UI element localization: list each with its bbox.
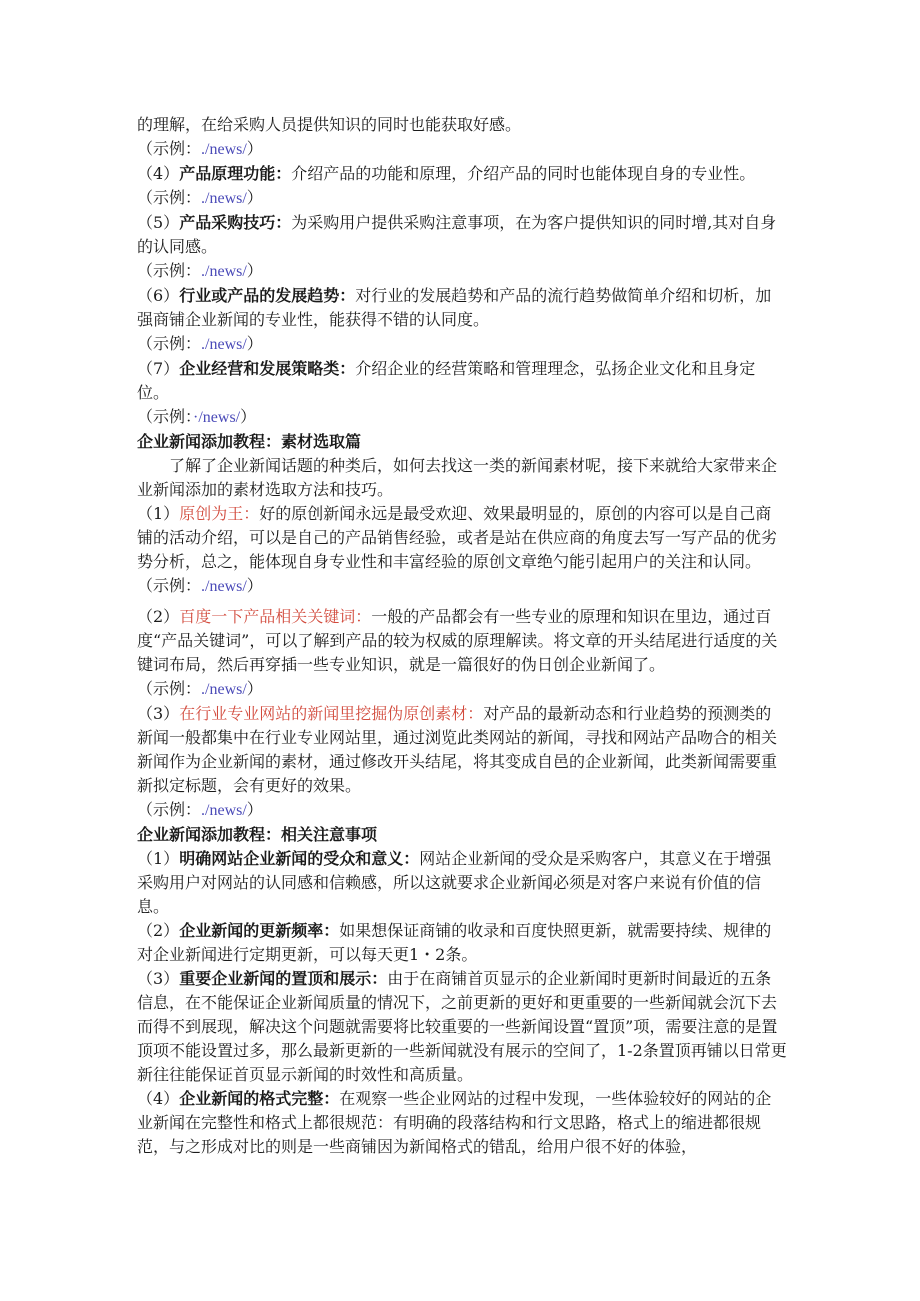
material-item-3: （3）在行业专业网站的新闻里挖掘伪原创素材：对产品的最新动态和行业趋势的预测类的新闻一般都集中在行业专业网站里，通过浏览此类网站的新闻，寻找和网站产品吻合的相关新闻作为企业新闻的素材，通过修改开头结尾，将其变成自邑的企业新闻，此类新闻需要重新拟定标题，会有更好的效果。 [137,704,778,795]
note-item-2: （2）企业新闻的更新频率：如果想保证商铺的收录和百度快照更新，就需要持续、规律的对企业新闻进行定期更新，可以每天更1・2条。 [137,921,772,964]
note-item-1: （1）明确网站企业新闻的受众和意义：网站企业新闻的受众是采购客户，其意义在于增强采购用户对网站的认同感和信赖感，所以这就要求企业新闻必须是对客户来说有价值的信息。 [137,849,772,916]
note-title: 明确网站企业新闻的受众和意义： [179,849,420,868]
note-item-3: （3）重要企业新闻的置顶和展示：由于在商铺首页显示的企业新闻时更新时间最近的五条信息，在不能保证企业新闻质量的情况下，之前更新的更好和更重要的一些新闻就会沉下去而得不到展现，解决这个问题就需要将比较重要的一些新闻设置“置顶”项，需要注意的是置顶项不能设置过多，那么最新更新的一些新闻就没有展示的空间了，1-2条置顶再铺以日常更新往往能保证首页显示新闻的时效性和高质量。 [137,969,787,1084]
note-title: 重要企业新闻的置顶和展示： [179,969,388,988]
note-title: 企业新闻的格式完整： [179,1089,340,1108]
topic-item-7: （7）企业经营和发展策略类：介绍企业的经营策略和管理理念，弘扬企业文化和且身定位。 [137,359,756,402]
example-line: （示例：./news/） [137,576,263,595]
example-line: （示例：./news/） [137,188,263,207]
example-line: （示例：·/news/） [137,407,257,426]
news-link[interactable]: ./news/ [201,263,247,280]
section-heading-material: 企业新闻添加教程：素材选取篇 [137,432,362,451]
material-title: 原创为王： [179,504,260,523]
example-line: （示例：./news/） [137,800,263,819]
news-link[interactable]: ./news/ [201,336,247,353]
material-item-1: （1）原创为王：好的原创新闻永远是最受欢迎、效果最明显的，原创的内容可以是自己商铺的活动介绍，可以是自己的产品销售经验，或者是站在供应商的角度去写一写产品的优劣势分析，总之，能体现自身专业性和丰富经验的原创文章绝勺能引起用户的关注和认同。 [137,504,778,571]
topic-title: 产品原理功能： [179,164,292,183]
example-line: （示例：./news/） [137,679,263,698]
example-line: （示例：./news/） [137,334,263,353]
news-link[interactable]: ./news/ [201,141,247,158]
news-link[interactable]: ./news/ [201,190,247,207]
news-link[interactable]: ·/news/ [193,409,241,426]
note-item-4: （4）企业新闻的格式完整：在观察一些企业网站的过程中发现，一些体验较好的网站的企业新闻在完整性和格式上都很规范：有明确的段落结构和行文思路，格式上的缩进都很规范，与之形成对比的则是一些商铺因为新闻格式的错乱，给用户很不好的体验， [137,1089,772,1156]
section-heading-notes: 企业新闻添加教程：相关注意事项 [137,825,378,844]
news-link[interactable]: ./news/ [201,802,247,819]
topic-title: 行业或产品的发展趋势： [179,286,356,305]
topic-item-5: （5）产品采购技巧：为采购用户提供采购注意事项，在为客户提供知识的同时增,其对自身的认同感。 [137,213,777,256]
intro-tail: 的理解，在给采购人员提供知识的同时也能获取好感。 [137,115,522,134]
example-line: （示例：./news/） [137,139,263,158]
topic-title: 产品采购技巧： [179,213,292,232]
example-line: （示例：./news/） [137,261,263,280]
news-link[interactable]: ./news/ [201,578,247,595]
material-item-2: （2）百度一下产品相关关键词：一般的产品都会有一些专业的原理和知识在里边，通过百度“产品关键词”，可以了解到产品的较为权威的原理解读。将文章的开头结尾进行适度的关键词布局，然后再穿插一些专业知识，就是一篇很好的伪日创企业新闻了。 [137,607,778,674]
note-title: 企业新闻的更新频率： [179,921,340,940]
topic-item-6: （6）行业或产品的发展趋势：对行业的发展趋势和产品的流行趋势做简单介绍和切析，加强商铺企业新闻的专业性，能获得不错的认同度。 [137,286,772,329]
material-title: 在行业专业网站的新闻里挖掘伪原创素材： [179,704,484,723]
topic-title: 企业经营和发展策略类： [179,359,356,378]
news-link[interactable]: ./news/ [201,681,247,698]
topic-item-4: （4）产品原理功能：介绍产品的功能和原理，介绍产品的同时也能体现自身的专业性。 [137,164,756,183]
material-title: 百度一下产品相关关键词： [179,607,372,626]
section-intro: 了解了企业新闻话题的种类后，如何去找这一类的新闻素材呢，接下来就给大家带来企业新闻添加的素材选取方法和技巧。 [137,456,778,499]
document-page [137,113,787,1159]
